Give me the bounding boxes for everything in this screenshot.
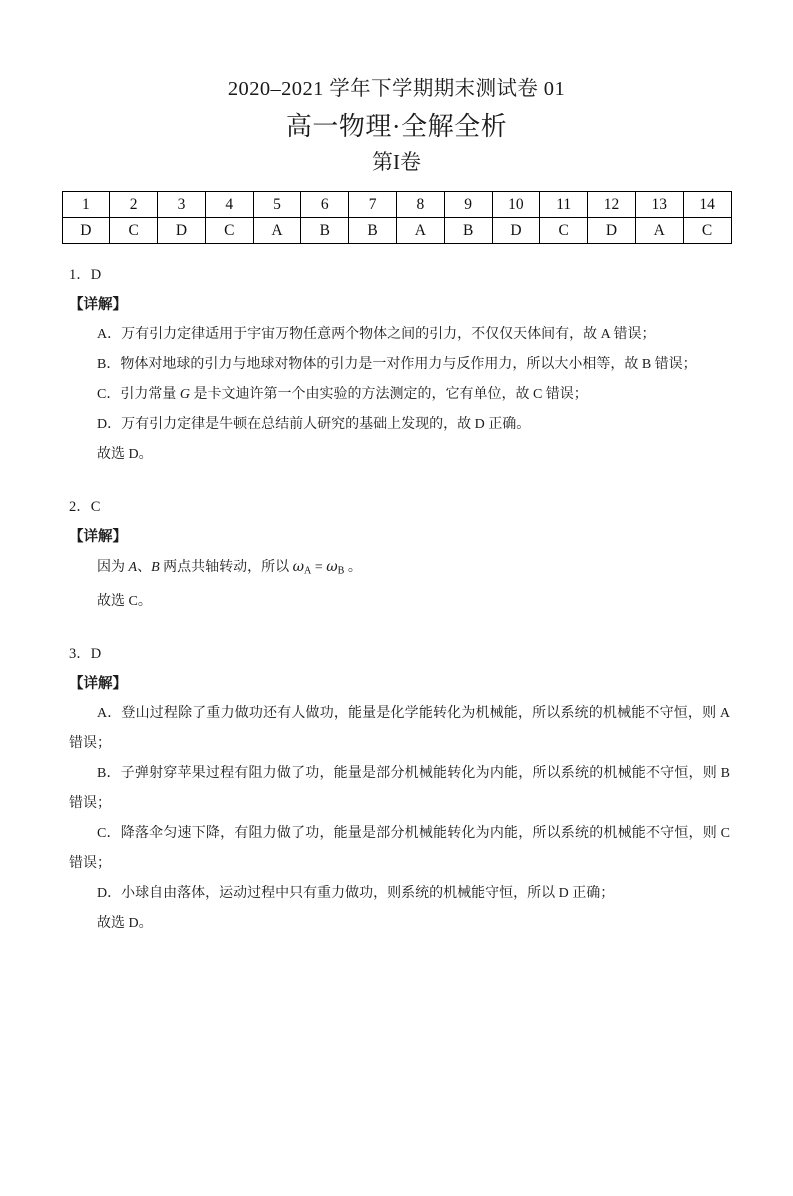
table-cell-number: 4 bbox=[205, 192, 253, 218]
table-cell-answer: D bbox=[158, 218, 206, 244]
title-block bbox=[0, 74, 793, 177]
table-cell-number: 7 bbox=[349, 192, 397, 218]
answer-table-wrapper bbox=[62, 191, 732, 244]
symbol-omega-a: ω bbox=[292, 559, 305, 575]
symbol-point-a: A bbox=[128, 560, 138, 575]
conclusion-line-3: 故选 D。 bbox=[97, 915, 153, 931]
section-gap bbox=[63, 470, 730, 492]
subscript-a: A bbox=[304, 565, 312, 577]
question-number-1: 1．D bbox=[69, 267, 102, 283]
conclusion-line-1: 故选 D。 bbox=[97, 447, 153, 462]
detail-tag-1: 【详解】 bbox=[69, 297, 127, 313]
conclusion-line-2: 故选 C。 bbox=[97, 593, 152, 609]
symbol-point-b: B bbox=[151, 560, 160, 575]
table-cell-number: 12 bbox=[588, 192, 636, 218]
formula-line-2 bbox=[63, 552, 730, 587]
table-cell-answer: C bbox=[110, 218, 158, 244]
explanations-content bbox=[63, 244, 730, 939]
page bbox=[0, 74, 793, 1196]
formula-middle-text: 两点共轴转动，所以 bbox=[159, 560, 293, 575]
table-cell-number: 8 bbox=[396, 192, 444, 218]
option-line-3b: B．子弹射穿苹果过程有阻力做了功，能量是部分机械能转化为内能，所以系统的机械能不守恒，则 B 错误； bbox=[69, 765, 730, 811]
table-cell-number: 11 bbox=[540, 192, 588, 218]
symbol-omega-b: ω bbox=[326, 559, 338, 575]
table-row-answers bbox=[62, 218, 731, 244]
table-cell-answer: D bbox=[588, 218, 636, 244]
page-title-subject: 高一物理·全解全析 bbox=[285, 112, 508, 141]
table-cell-answer: B bbox=[349, 218, 397, 244]
option-line-1b: B．物体对地球的引力与地球对物体的引力是一对作用力与反作用力，所以大小相等，故 B 错误； bbox=[97, 357, 697, 372]
symbol-gravitational-constant: G bbox=[179, 387, 190, 402]
table-row-numbers bbox=[62, 192, 731, 218]
table-cell-answer: A bbox=[253, 218, 301, 244]
explanation-block-2 bbox=[63, 492, 730, 617]
option-line-3d: D．小球自由落体，运动过程中只有重力做功，则系统的机械能守恒，所以 D 正确； bbox=[97, 885, 615, 901]
table-cell-answer: B bbox=[301, 218, 349, 244]
table-cell-number: 3 bbox=[158, 192, 206, 218]
table-cell-answer: A bbox=[635, 218, 683, 244]
page-title-part: 第I卷 bbox=[372, 150, 421, 174]
option-1c-suffix: 是卡文迪许第一个由实验的方法测定的，它有单位，故 C 错误； bbox=[189, 387, 588, 402]
table-cell-answer: C bbox=[540, 218, 588, 244]
subscript-b: B bbox=[337, 565, 345, 577]
table-cell-number: 13 bbox=[635, 192, 683, 218]
option-line-3c: C．降落伞匀速下降，有阻力做了功，能量是部分机械能转化为内能，所以系统的机械能不守恒，则 C 错误； bbox=[69, 825, 730, 871]
table-cell-answer: D bbox=[492, 218, 540, 244]
table-cell-number: 1 bbox=[62, 192, 110, 218]
question-number-2: 2．C bbox=[69, 499, 101, 515]
table-cell-answer: B bbox=[444, 218, 492, 244]
table-cell-number: 9 bbox=[444, 192, 492, 218]
table-cell-number: 10 bbox=[492, 192, 540, 218]
table-cell-answer: D bbox=[62, 218, 110, 244]
option-line-3a: A．登山过程除了重力做功还有人做功，能量是化学能转化为机械能，所以系统的机械能不守恒，则 A 错误； bbox=[69, 705, 730, 751]
table-cell-number: 5 bbox=[253, 192, 301, 218]
table-cell-number: 14 bbox=[683, 192, 731, 218]
option-line-1d: D．万有引力定律是牛顿在总结前人研究的基础上发现的，故 D 正确。 bbox=[97, 417, 531, 432]
option-1c-prefix: C．引力常量 bbox=[97, 387, 180, 402]
table-cell-answer: C bbox=[683, 218, 731, 244]
option-line-1a: A．万有引力定律适用于宇宙万物任意两个物体之间的引力，不仅仅天体间有，故 A 错误； bbox=[97, 327, 656, 342]
table-cell-number: 2 bbox=[110, 192, 158, 218]
formula-end-punctuation: 。 bbox=[344, 560, 362, 575]
table-cell-number: 6 bbox=[301, 192, 349, 218]
formula-prefix: 因为 bbox=[97, 560, 129, 575]
explanation-block-3 bbox=[63, 639, 730, 939]
formula-separator: 、 bbox=[137, 560, 152, 575]
section-gap bbox=[63, 617, 730, 639]
explanation-block-1 bbox=[63, 260, 730, 470]
table-cell-answer: A bbox=[396, 218, 444, 244]
detail-tag-3: 【详解】 bbox=[69, 675, 127, 692]
question-number-3: 3．D bbox=[69, 645, 102, 662]
option-line-1c bbox=[63, 380, 730, 410]
formula-equals: = bbox=[311, 560, 327, 575]
answer-table bbox=[62, 191, 732, 244]
page-title-main: 2020–2021 学年下学期期末测试卷 01 bbox=[227, 78, 566, 100]
table-cell-answer: C bbox=[205, 218, 253, 244]
detail-tag-2: 【详解】 bbox=[69, 529, 127, 545]
